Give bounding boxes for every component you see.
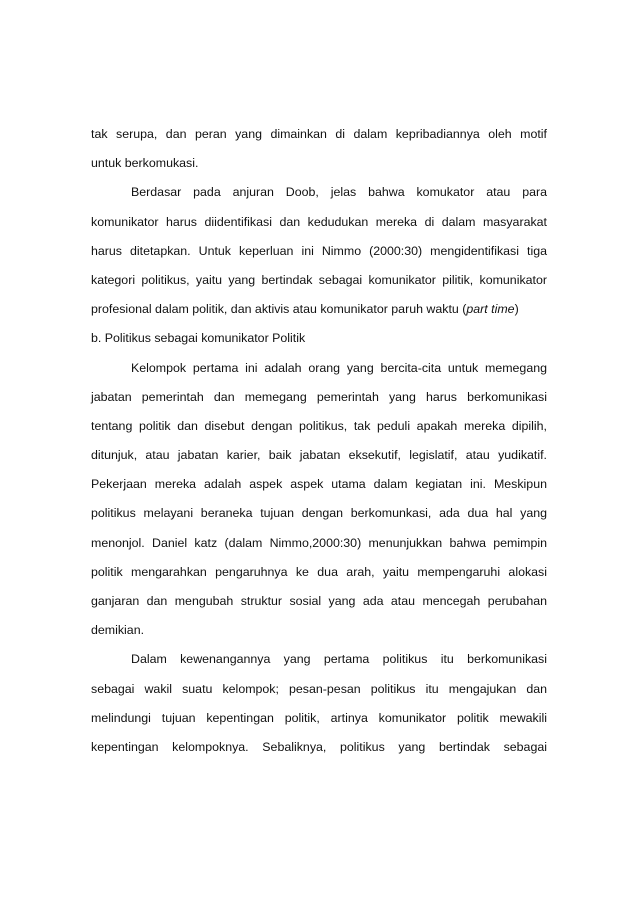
text-line: demikian. [91, 623, 145, 638]
text-line: sebagai wakil suatu kelompok; pesan-pesan politikus itu mengajukan dan [91, 681, 547, 696]
text-line: tentang politik dan disebut dengan politikus, tak peduli apakah mereka dipilih, [91, 418, 547, 433]
text-line: Kelompok pertama ini adalah orang yang bercita-cita untuk memegang [131, 360, 547, 375]
text-line: komunikator harus diidentifikasi dan kedudukan mereka di dalam masyarakat [91, 214, 547, 229]
text-line: tak serupa, dan peran yang dimainkan di dalam kepribadiannya oleh motif [91, 127, 547, 141]
text-line: Dalam kewenangannya yang pertama politikus itu berkomunikasi [131, 652, 547, 667]
text-line: harus ditetapkan. Untuk keperluan ini Nimmo (2000:30) mengidentifikasi tiga [91, 243, 547, 258]
text-line: melindungi tujuan kepentingan politik, artinya komunikator politik mewakili [91, 710, 547, 725]
text-line: Pekerjaan mereka adalah aspek aspek utama dalam kegiatan ini. Meskipun [91, 477, 547, 492]
text-line: kepentingan kelompoknya. Sebaliknya, politikus yang bertindak sebagai [91, 739, 547, 754]
text-line: untuk berkomukasi. [91, 156, 199, 171]
text-line: menonjol. Daniel katz (dalam Nimmo,2000:30) menunjukkan bahwa pemimpin [91, 535, 547, 550]
text-line: Berdasar pada anjuran Doob, jelas bahwa komukator atau para [131, 185, 547, 200]
text-line: ganjaran dan mengubah struktur sosial yang ada atau mencegah perubahan [91, 594, 547, 608]
text-line: kategori politikus, yaitu yang bertindak sebagai komunikator pilitik, komunikator [91, 272, 547, 287]
text-line: politik mengarahkan pengaruhnya ke dua arah, yaitu mempengaruhi alokasi [91, 564, 547, 579]
text-line: politikus melayani beraneka tujuan dengan berkomunkasi, ada dua hal yang [91, 506, 547, 521]
text-line: ditunjuk, atau jabatan karier, baik jabatan eksekutif, legislatif, atau yudikatif. [91, 448, 547, 463]
section-heading: b. Politikus sebagai komunikator Politik [91, 331, 306, 346]
text-line-italic-term: profesional dalam politik, dan aktivis atau komunikator paruh waktu (part time) [91, 302, 519, 317]
body-text [91, 120, 547, 762]
text-line: jabatan pemerintah dan memegang pemerintah yang harus berkomunikasi [91, 389, 547, 404]
